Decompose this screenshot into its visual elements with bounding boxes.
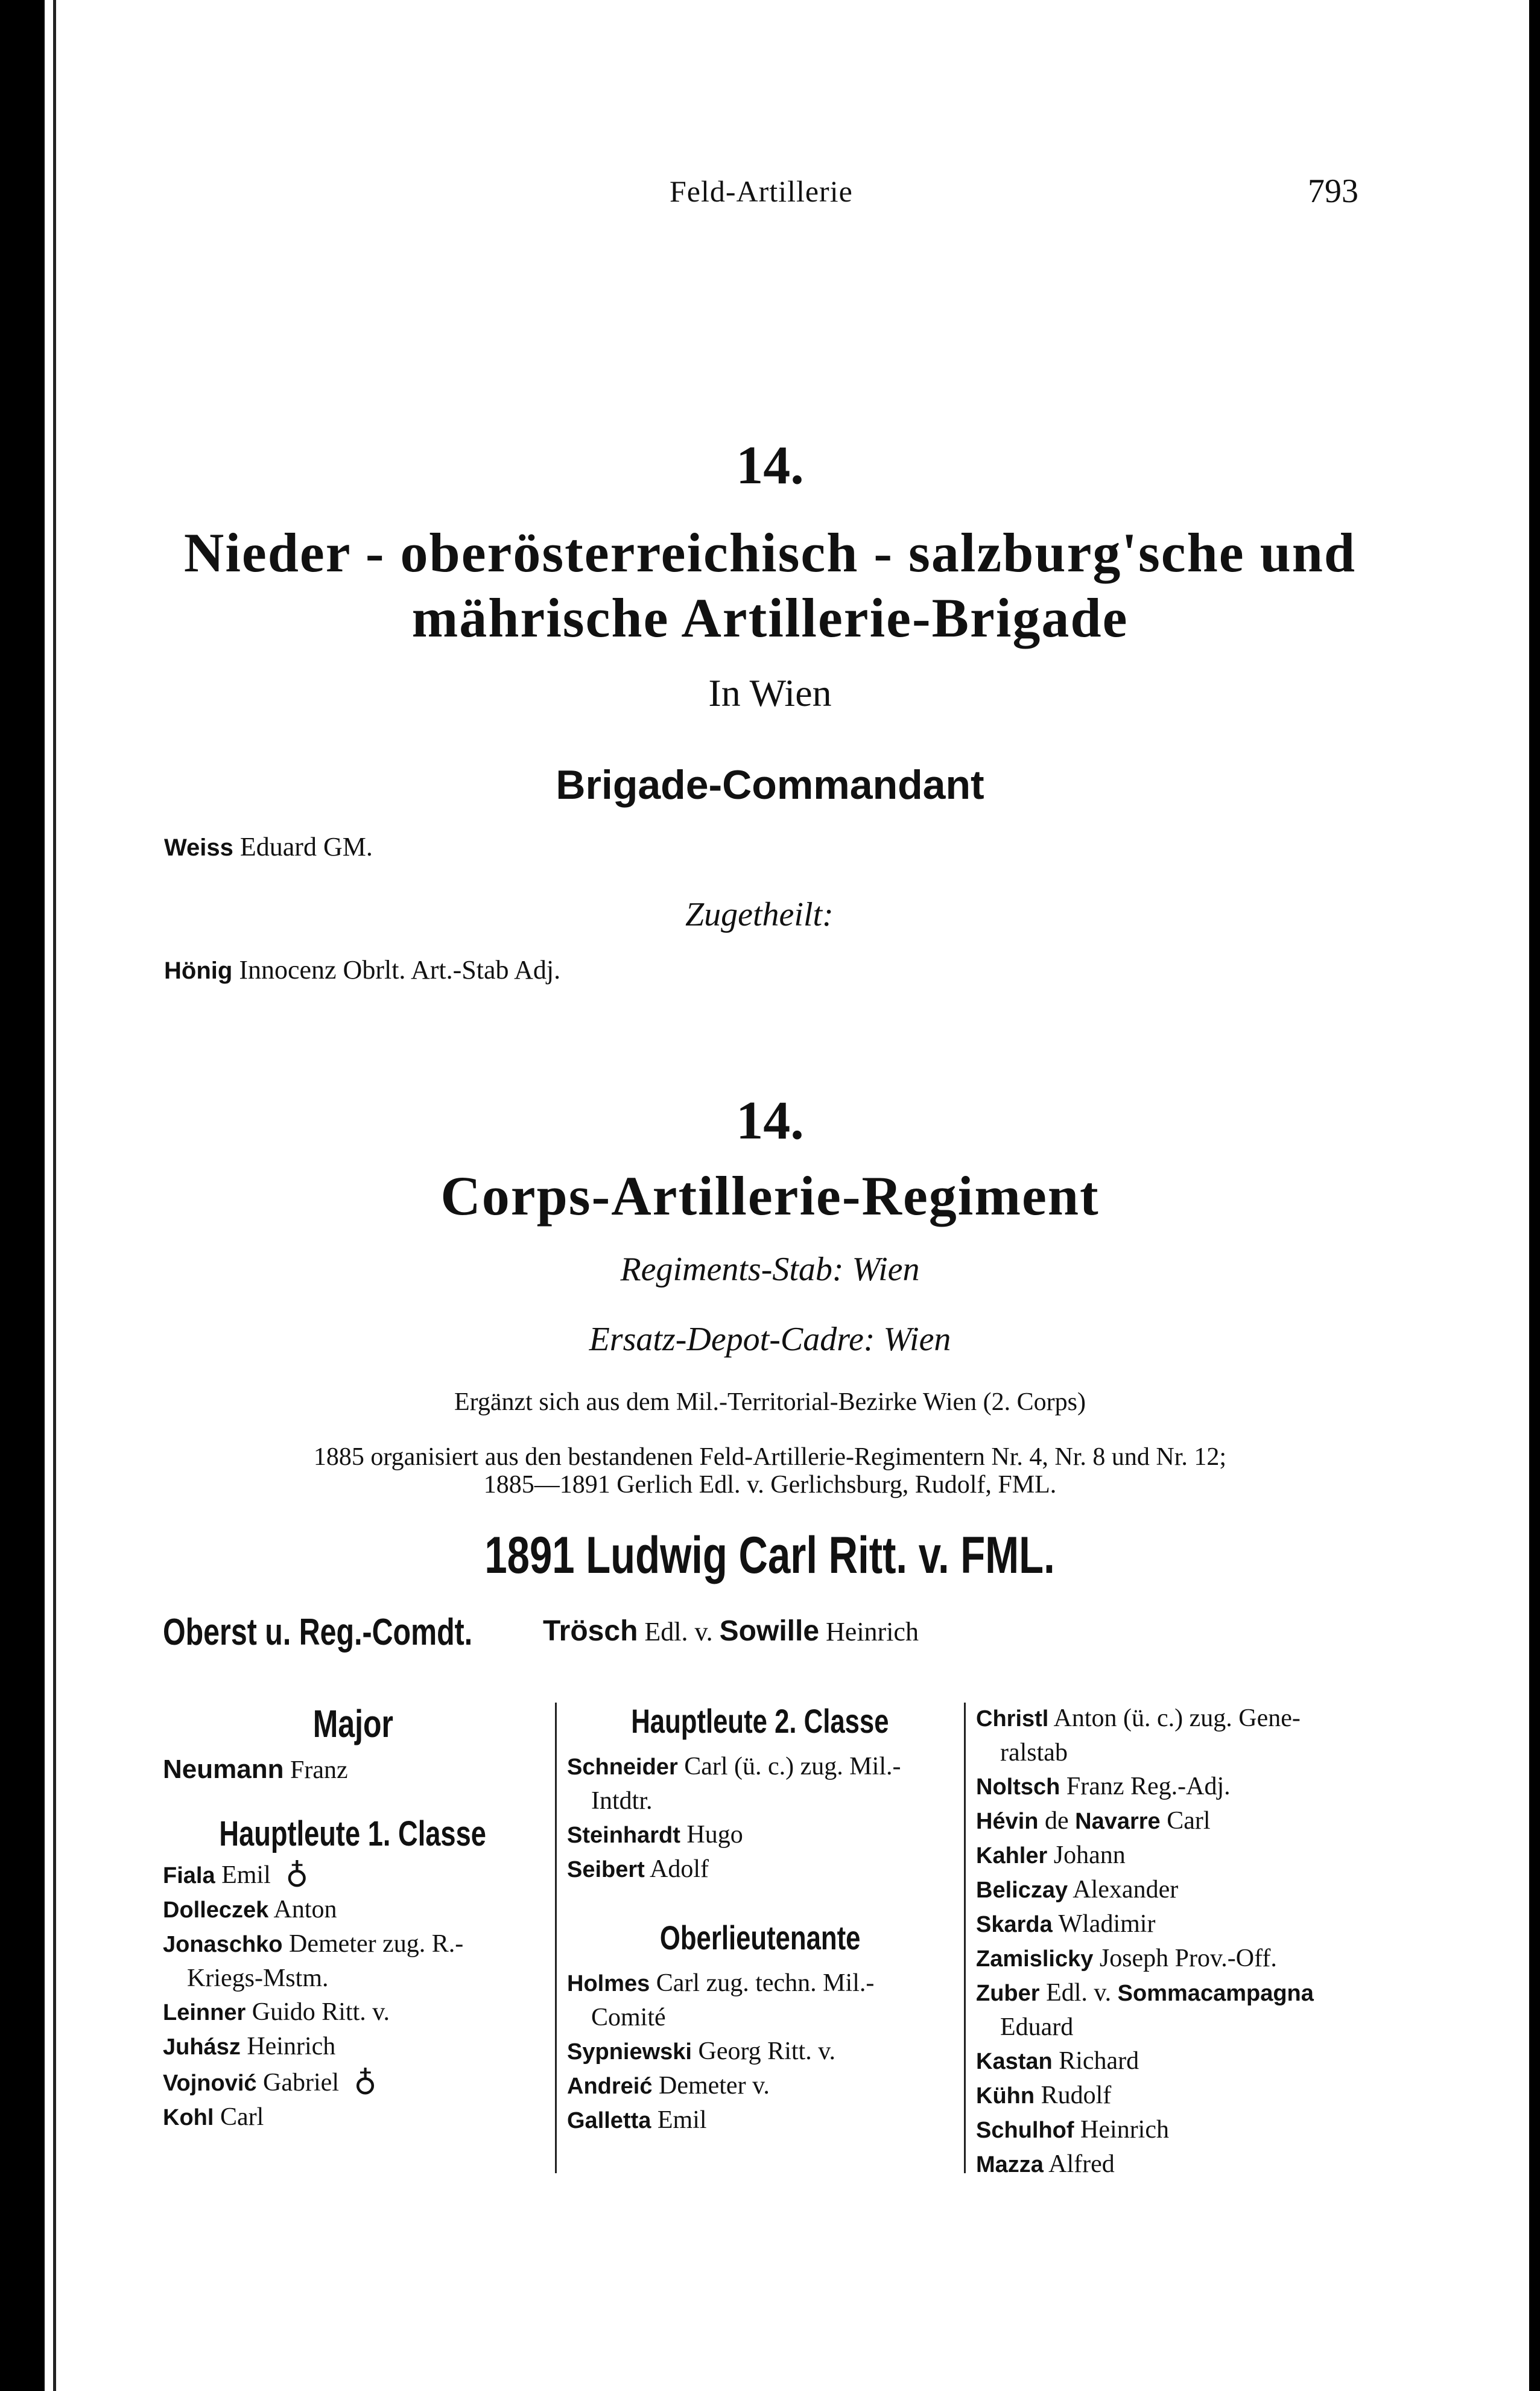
page-number: 793 xyxy=(1308,173,1358,210)
person-detail-continued: Kriegs-Mstm. xyxy=(187,1964,329,1992)
person-detail: Alfred xyxy=(1048,2150,1115,2178)
list-item xyxy=(976,1976,1362,2044)
decoration-mark-icon: ♁ xyxy=(353,2063,377,2098)
list-item xyxy=(976,2078,1362,2113)
person-name: Sypniewski xyxy=(567,2039,692,2065)
person-detail: Innocenz Obrlt. Art.-Stab Adj. xyxy=(239,955,561,985)
regiment-staff: Regiments-Stab: Wien xyxy=(620,1251,920,1288)
colonel-mid: Edl. v. xyxy=(644,1617,713,1646)
person-name: Vojnović xyxy=(163,2071,257,2096)
regiment-history-line1: 1885 organisiert aus den bestandenen Feld-Artillerie-Regimentern Nr. 4, Nr. 8 und Nr. 12; xyxy=(313,1443,1227,1471)
person-name: Skarda xyxy=(976,1912,1053,1937)
list-item xyxy=(567,2103,953,2138)
list-item xyxy=(976,1873,1362,1907)
brigade-number: 14. xyxy=(736,436,804,495)
person-name: Seibert xyxy=(567,1857,645,1882)
list-item xyxy=(163,2064,543,2100)
person-name: Juhász xyxy=(163,2034,241,2060)
list-item xyxy=(163,1753,543,1787)
person-detail: Franz Reg.-Adj. xyxy=(1066,1773,1231,1800)
running-title: Feld-Artillerie xyxy=(670,174,853,208)
list-item xyxy=(976,1770,1362,1804)
person-detail-continued: Intdtr. xyxy=(591,1787,653,1815)
column-divider-1 xyxy=(555,1703,557,2173)
column-3 xyxy=(976,1701,1362,2182)
person-name: Schulhof xyxy=(976,2118,1074,2143)
colonel-line xyxy=(163,1611,560,1654)
brigade-title-line2: mährische Artillerie-Brigade xyxy=(411,587,1129,649)
person-detail-continued: ralstab xyxy=(1000,1739,1068,1767)
commandant-entry xyxy=(164,830,373,865)
person-detail: de xyxy=(1044,1807,1069,1835)
column-1 xyxy=(163,1701,543,2135)
colonel-first-name: Heinrich xyxy=(826,1617,919,1646)
list-item xyxy=(163,2030,543,2064)
person-name: Steinhardt xyxy=(567,1823,680,1848)
colonel-title: Oberst u. Reg.-Comdt. xyxy=(163,1611,473,1653)
person-name: Christl xyxy=(976,1706,1049,1732)
person-detail: Franz xyxy=(290,1756,348,1784)
list-item xyxy=(567,2034,953,2069)
person-name: Schneider xyxy=(567,1754,678,1780)
commandant-heading: Brigade-Commandant xyxy=(556,762,984,808)
person-name: Galletta xyxy=(567,2108,651,2133)
person-detail-second: Carl xyxy=(1167,1807,1211,1835)
colonel-name: Trösch xyxy=(543,1615,638,1647)
person-name: Leinner xyxy=(163,2000,246,2025)
person-detail: Emil xyxy=(221,1861,271,1889)
person-detail: Anton xyxy=(273,1896,337,1923)
person-name: Noltsch xyxy=(976,1774,1060,1800)
person-detail: Eduard GM. xyxy=(239,832,373,862)
person-detail: Joseph Prov.-Off. xyxy=(1099,1945,1277,1972)
person-detail: Heinrich xyxy=(1080,2116,1169,2144)
person-detail: Georg Ritt. v. xyxy=(698,2037,835,2065)
capt2-heading-text: Hauptleute 2. Classe xyxy=(631,1702,889,1740)
capt1-heading xyxy=(163,1814,543,1854)
person-detail: Hugo xyxy=(686,1821,743,1849)
list-item xyxy=(976,1838,1362,1873)
person-detail: Carl (ü. c.) zug. Mil.- xyxy=(684,1753,901,1780)
regiment-owner-wrap xyxy=(0,1525,1540,1586)
person-detail: Richard xyxy=(1059,2047,1139,2075)
person-name: Beliczay xyxy=(976,1878,1068,1903)
list-item xyxy=(976,1942,1362,1976)
column-divider-2 xyxy=(964,1703,966,2173)
capt1-heading-text: Hauptleute 1. Classe xyxy=(219,1814,487,1853)
colonel-name2: Sowille xyxy=(719,1615,820,1647)
assigned-heading: Zugetheilt: xyxy=(685,896,834,933)
person-detail: Adolf xyxy=(650,1855,709,1883)
person-detail-continued: Eduard xyxy=(1000,2013,1074,2041)
regiment-depot: Ersatz-Depot-Cadre: Wien xyxy=(589,1321,951,1358)
person-name: Zuber xyxy=(976,1981,1040,2006)
person-name: Kastan xyxy=(976,2049,1053,2074)
person-detail: Rudolf xyxy=(1041,2081,1112,2109)
list-item xyxy=(163,1927,543,1995)
list-item xyxy=(976,1907,1362,1942)
person-name: Neumann xyxy=(163,1754,284,1784)
list-item xyxy=(976,2044,1362,2078)
person-detail: Wladimir xyxy=(1058,1910,1156,1938)
person-name: Hévin xyxy=(976,1809,1039,1834)
person-detail: Emil xyxy=(657,2106,707,2134)
regiment-number: 14. xyxy=(736,1091,804,1151)
person-name: Andreić xyxy=(567,2074,653,2099)
regiment-title: Corps-Artillerie-Regiment xyxy=(440,1165,1100,1227)
person-name: Dolleczek xyxy=(163,1897,269,1923)
colonel-entry xyxy=(543,1615,919,1648)
major-heading xyxy=(163,1701,543,1747)
person-detail: Carl zug. techn. Mil.- xyxy=(656,1969,875,1997)
person-name: Kühn xyxy=(976,2083,1035,2109)
person-name: Holmes xyxy=(567,1971,650,1996)
person-name-second: Sommacampagna xyxy=(1117,1981,1314,2006)
list-item xyxy=(976,1701,1362,1770)
person-name: Fiala xyxy=(163,1863,215,1888)
list-item xyxy=(567,1966,953,2034)
list-item xyxy=(976,2147,1362,2182)
lt-heading-text: Oberlieutenante xyxy=(659,1919,861,1957)
regiment-recruitment: Ergänzt sich aus dem Mil.-Territorial-Bezirke Wien (2. Corps) xyxy=(454,1388,1086,1416)
person-detail: Heinrich xyxy=(247,2033,336,2060)
list-item xyxy=(163,2100,543,2135)
list-item xyxy=(976,2113,1362,2147)
list-item xyxy=(163,1893,543,1927)
person-detail: Guido Ritt. v. xyxy=(252,1998,390,2026)
person-name: Weiss xyxy=(164,834,233,861)
person-detail: Demeter v. xyxy=(658,2072,770,2100)
person-detail-continued: Comité xyxy=(591,2004,666,2031)
list-item xyxy=(976,1804,1362,1838)
list-item xyxy=(163,1856,543,1893)
person-detail: Alexander xyxy=(1073,1876,1179,1904)
regiment-history-line2: 1885—1891 Gerlich Edl. v. Gerlichsburg, Rudolf, FML. xyxy=(483,1471,1057,1499)
person-detail: Carl xyxy=(220,2103,264,2131)
assigned-entry xyxy=(164,953,560,988)
person-name: Zamislicky xyxy=(976,1946,1094,1972)
column-2 xyxy=(567,1701,953,2138)
person-name: Jonaschko xyxy=(163,1932,283,1957)
list-item xyxy=(567,1750,953,1818)
brigade-title-line1: Nieder - oberösterreichisch - salzburg'sche und xyxy=(183,522,1357,583)
person-detail: Demeter zug. R.- xyxy=(289,1930,464,1958)
person-detail: Gabriel xyxy=(263,2069,339,2097)
person-name: Kahler xyxy=(976,1843,1048,1869)
person-name: Hönig xyxy=(164,957,233,984)
list-item xyxy=(567,2069,953,2103)
person-detail: Anton (ü. c.) zug. Gene- xyxy=(1053,1704,1301,1732)
person-detail: Johann xyxy=(1053,1841,1126,1869)
list-item xyxy=(567,1852,953,1887)
brigade-location: In Wien xyxy=(708,672,832,714)
decoration-mark-icon: ♁ xyxy=(285,1856,309,1890)
list-item xyxy=(163,1995,543,2030)
person-name-second: Navarre xyxy=(1075,1809,1161,1834)
person-name: Kohl xyxy=(163,2105,214,2130)
list-item xyxy=(567,1818,953,1852)
person-name: Mazza xyxy=(976,2152,1044,2177)
capt2-heading xyxy=(567,1701,953,1741)
lt-heading xyxy=(567,1918,953,1958)
regiment-owner: 1891 Ludwig Carl Ritt. v. FML. xyxy=(484,1526,1056,1584)
person-detail: Edl. v. xyxy=(1046,1979,1112,2007)
major-heading-text: Major xyxy=(312,1702,393,1745)
